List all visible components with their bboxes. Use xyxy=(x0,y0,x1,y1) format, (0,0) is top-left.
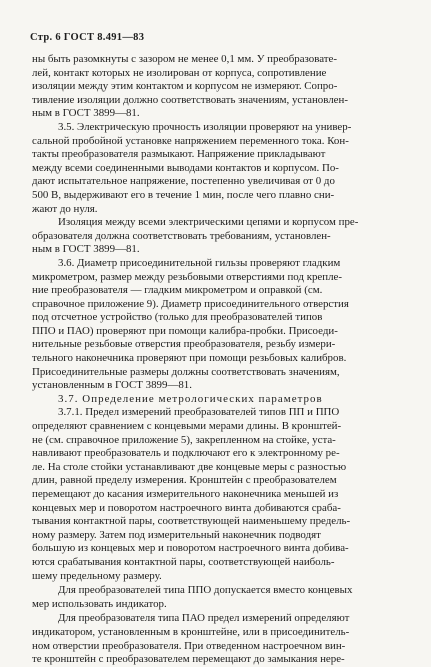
text-line: не (см. справочное приложение 5), закрепленном на стойке, уста- xyxy=(32,433,336,446)
page-header: Стр. 6 ГОСТ 8.491—83 xyxy=(30,32,145,43)
text-line: концевых мер и поворотом настроечного винта добиваются сраба- xyxy=(32,501,341,514)
text-line: дают испытательное напряжение, постепенно увеличивая от 0 до xyxy=(32,175,335,188)
text-line: тивление изоляции должно соответствовать значениям, установлен- xyxy=(32,93,348,106)
text-line: ному размеру. Затем под измерительный наконечник подводят xyxy=(32,528,321,541)
text-line: 3.7. Определение метрологических параметров xyxy=(58,392,323,405)
text-line: жают до нуля. xyxy=(32,202,98,215)
text-line: ются срабатывания контактной пары, соответствующей наиболь- xyxy=(32,555,335,568)
text-line: 500 В, выдерживают его в течение 1 мин, после чего плавно сни- xyxy=(32,188,335,201)
text-line: установленным в ГОСТ 3899—81. xyxy=(32,379,192,392)
text-line: ние преобразователя — гладким микрометром и оправкой (см. xyxy=(32,284,323,297)
text-line: ным в ГОСТ 3899—81. xyxy=(32,243,140,256)
text-line: 3.5. Электрическую прочность изоляции проверяют на универ- xyxy=(58,120,352,133)
text-line: такты преобразователя размыкают. Напряжение прикладывают xyxy=(32,148,326,161)
text-line: ППО и ПАО) проверяют при помощи калибра-пробки. Присоеди- xyxy=(32,324,338,337)
text-line: лей, контакт которых не изолирован от корпуса, сопротивление xyxy=(32,66,327,79)
text-line: справочное приложение 9). Диаметр присоединительного отверстия xyxy=(32,297,349,310)
text-line: тывания контактной пары, соответствующей наименьшему предель- xyxy=(32,515,351,528)
text-line: 3.7.1. Предел измерений преобразователей типов ПП и ППО xyxy=(58,406,340,419)
text-line: те кронштейн с преобразователем перемещают до замыкания нере- xyxy=(32,653,345,666)
text-line: тельного наконечника проверяют при помощи резьбовых калибров. xyxy=(32,352,347,365)
text-line: Для преобразователя типа ПАО предел измерений определяют xyxy=(58,612,350,625)
text-line: между всеми соединенными выводами контактов и корпусом. По- xyxy=(32,161,339,174)
text-line: индикатором, установленным в кронштейне, или в присоединитель- xyxy=(32,625,350,638)
text-line: микрометром, размер между резьбовыми отверстиями под крепле- xyxy=(32,270,342,283)
text-line: Изоляция между всеми электрическими цепями и корпусом пре- xyxy=(58,216,359,229)
text-line: длин, равной пределу измерения. Кронштейн с преобразователем xyxy=(32,474,337,487)
text-line: ном отверстии преобразователя. При отведенном настроечном вин- xyxy=(32,639,346,652)
text-line: перемещают до касания измерительного наконечника меньшей из xyxy=(32,488,339,500)
text-line: 3.6. Диаметр присоединительной гильзы проверяют гладким xyxy=(58,256,341,269)
text-line: сальной пробойной установке напряжением переменного тока. Кон- xyxy=(32,134,349,147)
text-line: ле. На столе стойки устанавливают две концевые меры с разностью xyxy=(32,460,347,473)
text-line: ным в ГОСТ 3899—81. xyxy=(32,107,140,120)
text-line: шему предельному размеру. xyxy=(32,569,162,582)
text-line: навливают преобразователь и подключают его к электронному ре- xyxy=(32,447,340,460)
text-line: Для преобразователей типа ППО допускается вместо концевых xyxy=(58,584,353,597)
text-line: Присоединительные размеры должны соответствовать значениям, xyxy=(32,365,340,378)
text-line: изоляции между этим контактом и корпусом не измеряют. Сопро- xyxy=(32,80,338,93)
text-line: под отсчетное устройство (только для преобразователей типов xyxy=(32,311,323,324)
text-line: нительные резьбовые отверстия преобразователя, резьбу измери- xyxy=(32,338,336,351)
text-line: большую из концевых мер и поворотом настроечного винта добива- xyxy=(32,542,349,555)
text-line: ны быть разомкнуты с зазором не менее 0,1 мм. У преобразовате- xyxy=(32,53,338,65)
text-line: мер использовать индикатор. xyxy=(32,597,167,610)
body-text xyxy=(32,53,405,667)
text-line: определяют сравнением с концевыми мерами длины. В кронштей- xyxy=(32,420,342,433)
text-line: образователя должна соответствовать требованиям, установлен- xyxy=(32,229,331,242)
